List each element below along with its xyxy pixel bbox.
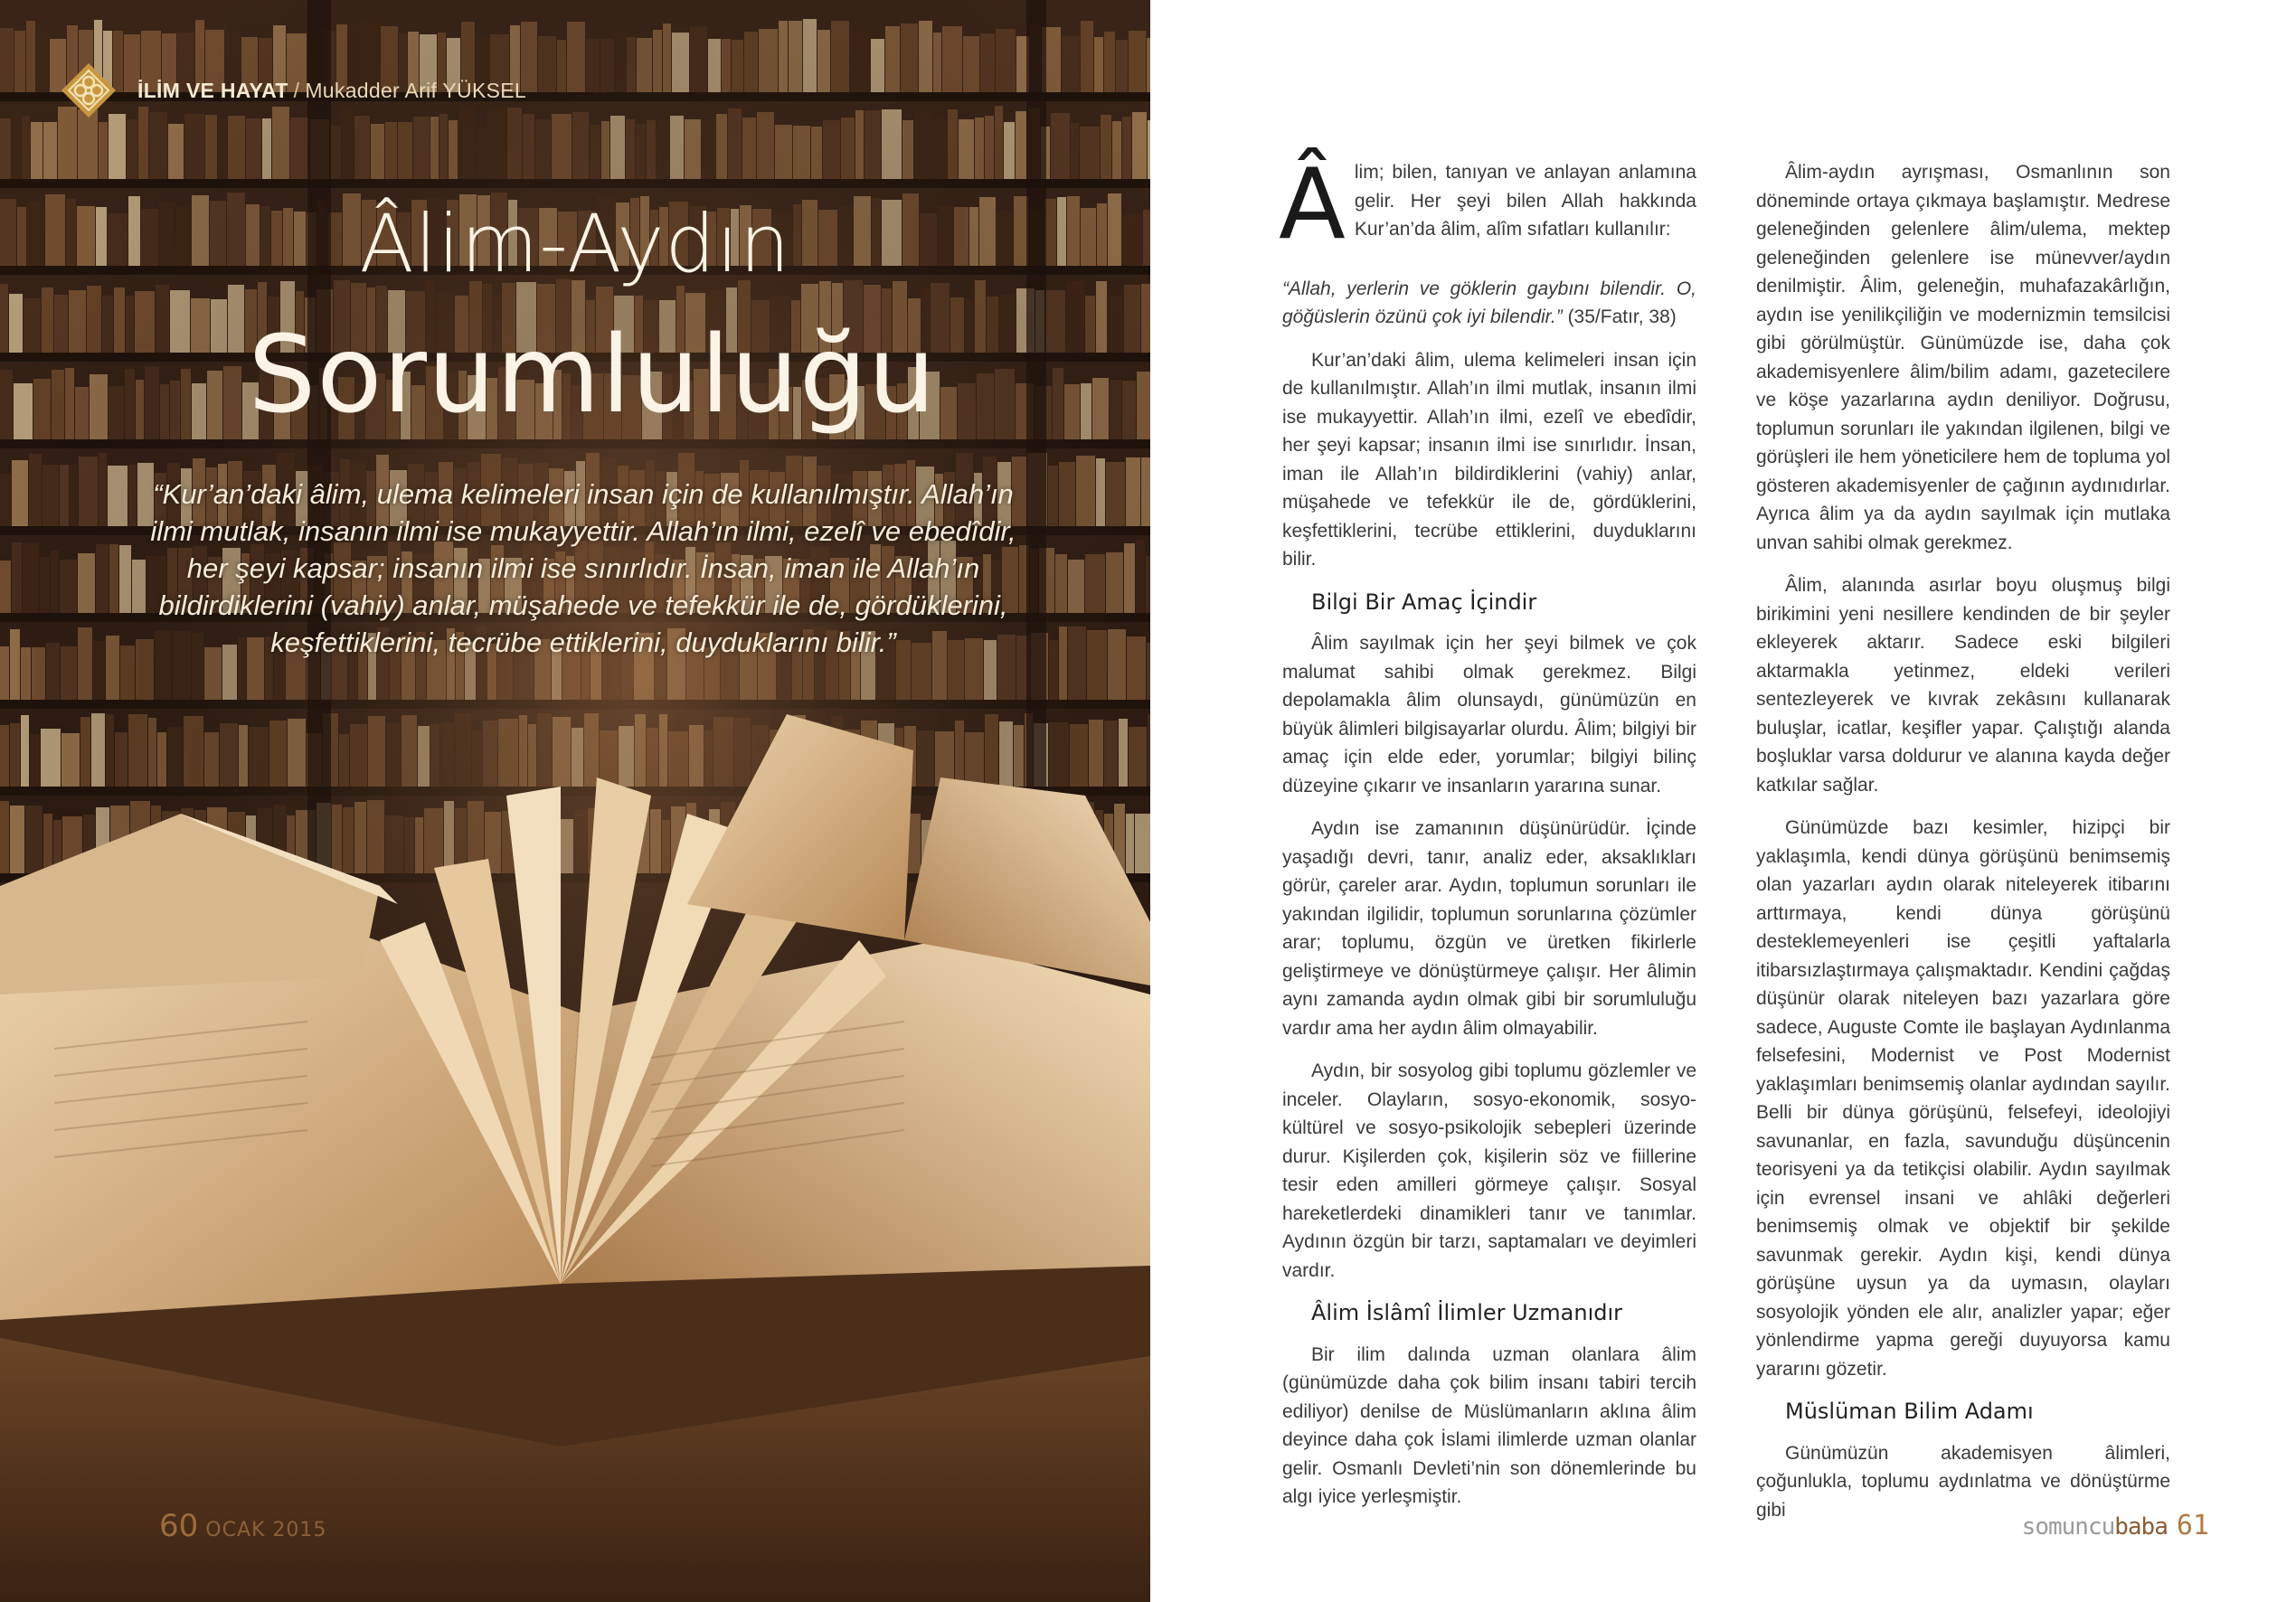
page-number-left: 60	[159, 1508, 199, 1544]
right-page	[1150, 0, 2296, 1602]
paragraph: Kur’an’daki âlim, ulema kelimeleri insan için de kullanılmıştır. Allah’ın ilmi mutlak, insanın ilmi ise mukayyettir. Allah’ın ilmi, ezelî ve ebedîdir, her şeyi kapsar; insanın ilmi ise sınırlıdır. İnsan, iman ile Allah’ın bildirdiklerini (vahiy) anlar, müşahede ve tefekkür ile de, gördüklerini, keşfettiklerini, tecrübe ettiklerini, duyduklarını bilir.	[1282, 349, 1696, 570]
paragraph: Aydın ise zamanının düşünürüdür. İçinde yaşadığı devri, tanır, analiz eder, aksaklıkları görür, çareler arar. Aydın, toplumun sorunları ile yakından ilgilidir, toplumun sorunlarına çözümler arar; toplumu, özgün ve üretken fikirlerle geliştirmeye ve dönüştürmeye çalışır. Her âlimin aynı zamanda aydın olmak gibi bir sorumluluğu vardır ama her aydın âlim olmayabilir.	[1282, 818, 1696, 1039]
paragraph: Aydın, bir sosyolog gibi toplumu gözlemler ve inceler. Olayların, sosyo-ekonomik, sosyo-kültürel ve sosyo-psikolojik sebepleri üzerinde durur. Kişilerden çok, kişilerin söz ve fiillerine tesir eden amilleri görmeye çalışır. Sosyal hareketlerdeki dinamikleri tanır ve tanımlar. Aydının özgün bir tarzı, saptamaları ve deyimleri vardır.	[1282, 1060, 1696, 1281]
drop-cap: Â	[1279, 148, 1346, 261]
section-name: İLİM VE HAYAT	[137, 78, 288, 102]
article-title-line2: Sorumluluğu	[248, 312, 937, 437]
page-number-right: 61	[2176, 1510, 2209, 1541]
paragraph: Âlim sayılmak için her şeyi bilmek ve çok malumat sahibi olmak gerekmez. Bilgi depolamakla âlim olunsaydı, günümüzün en büyük âlimleri bilgisayarlar olurdu. Âlim; bilgiyi bir amaç için elde eder, yorumlar; bilgiyi bilinç düzeyine çıkarır ve insanların yararına sunar.	[1282, 633, 1696, 796]
author-name: Mukadder Arif YÜKSEL	[305, 78, 526, 102]
subheading: Müslüman Bilim Adamı	[1785, 1399, 2034, 1424]
folio-right	[2022, 1510, 2209, 1541]
article-title-line1: Âlim-Aydın	[359, 197, 791, 290]
quote-reference: (35/Fatır, 38)	[1562, 306, 1677, 327]
diamond-logo-icon	[60, 61, 118, 119]
paragraph: Âlim, alanında asırlar boyu oluşmuş bilgi birikimini yeni nesillere kendinden de bir şeyler ekleyerek aktarır. Sadece eski bilgileri aktarmakla yetinmez, eldeki verileri sentezleyerek ve kıvrak zekâsını kullanarak buluşlar, icatlar, keşifler yapar. Çalıştığı alanda boşluklar varsa doldurur ve alanına kayda değer katkılar sağlar.	[1756, 575, 2170, 796]
paragraph: Âlim-aydın ayrışması, Osmanlının son döneminde ortaya çıkmaya başlamıştır. Medrese geleneğinden gelenlere âlim/ulema, mektep geleneğinden gelenlere ise münevver/aydın denilmiştir. Âlim, geleneğin, muhafazakârlığın, aydın ise yenilikçiliğin ve modernizmin temsilcisi gibi görülmüştür. Günümüzde ise, daha çok akademisyenlere âlim/bilim adamı, gazetecilere ve köşe yazarlarına aydın deniliyor. Doğrusu, toplumun sorunları ile yakından ilgilenen, bilgi ve görüşleri ile hem yöneticilere hem de topluma yol gösteren akademisyenler de çağının aydınıdırlar. Ayrıca âlim ya da aydın sayılmak için mutlaka unvan sahibi olmak gerekmez.	[1756, 162, 2170, 553]
folio-left	[159, 1508, 326, 1544]
paragraph: Bir ilim dalında uzman olanlara âlim (günümüzde daha çok bilim insanı tabiri tercih ediliyor) denilse de Müslümanların aklına âlim deyince daha çok İslami ilimlerde uzman olanlar gelir. Osmanlı Devleti’nin son dönemlerinde bu algı iyice yerleşmiştir.	[1282, 1343, 1696, 1507]
section-header	[60, 61, 526, 119]
quran-quote: “Allah, yerlerin ve göklerin gaybını bilendir. O, göğüslerin özünü çok iyi bilendir.” (35/Fatır, 38)	[1282, 278, 1696, 327]
paragraph: Âlim; bilen, tanıyan ve anlayan anlamına gelir. Her şeyi bilen Allah hakkında Kur’an’da âlim, alîm sıfatları kullanılır:	[1279, 148, 1696, 261]
subheading: Âlim İslâmî İlimler Uzmanıdır	[1311, 1300, 1623, 1325]
text-column-2	[1756, 158, 2170, 1539]
magazine-brand: somuncubaba	[2021, 1513, 2168, 1541]
text-column-1	[1279, 148, 1696, 1526]
header-separator: /	[293, 78, 300, 102]
paragraph: Günümüzde bazı kesimler, hizipçi bir yaklaşımla, kendi dünya görüşünü benimsemiş olan yazarları aydın olarak niteleyerek itibarını arttırmaya, kendi dünya görüşünü desteklemeyenleri ise çeşitli yaftalarla itibarsızlaştırmaya çalışmaktadır. Kendini çağdaş düşünür olarak niteleyen bazı yazarlara göre sadece, Auguste Comte ile başlayan Aydınlanma felsefesini, Modernist ve Post Modernist yaklaşımları benimsemiş olanlar aydından sayılır. Belli bir dünya görüşünü, felsefeyi, ideolojiyi savunanlar, en fazla, savunduğu düşüncenin teorisyeni ya da tetikçisi olabilir. Aydın sayılmak için evrensel insani ve ahlâki değerleri benimsemiş olmak ve objektif bir şekilde savunmak gerekir. Aydın kişi, kendi dünya görüşüne uysun ya da uymasın, olayları sosyolojik yönden ele alır, analizler yapar; eğer yönlendirme yapma gereği duyuyorsa kamu yararını gözetir.	[1756, 817, 2170, 1380]
subheading: Bilgi Bir Amaç İçindir	[1311, 589, 1537, 615]
paragraph: Günümüzün akademisyen âlimleri, çoğunlukla, toplumu aydınlatma ve dönüştürme gibi	[1756, 1442, 2170, 1521]
issue-date: OCAK 2015	[205, 1519, 327, 1541]
pull-quote: “Kur’an’daki âlim, ulema kelimeleri insan için de kullanılmıştır. Allah’ın ilmi mutlak, insanın ilmi ise mukayyettir. Allah’ın ilmi, ezelî ve ebedîdir, her şeyi kapsar; insanın ilmi ise sınırlıdır. İnsan, iman ile Allah’ın bildirdiklerini (vahiy) anlar, müşahede ve tefekkür ile de, gördüklerini, keşfettiklerini, tecrübe ettiklerini, duyduklarını bilir.”	[150, 478, 1016, 658]
